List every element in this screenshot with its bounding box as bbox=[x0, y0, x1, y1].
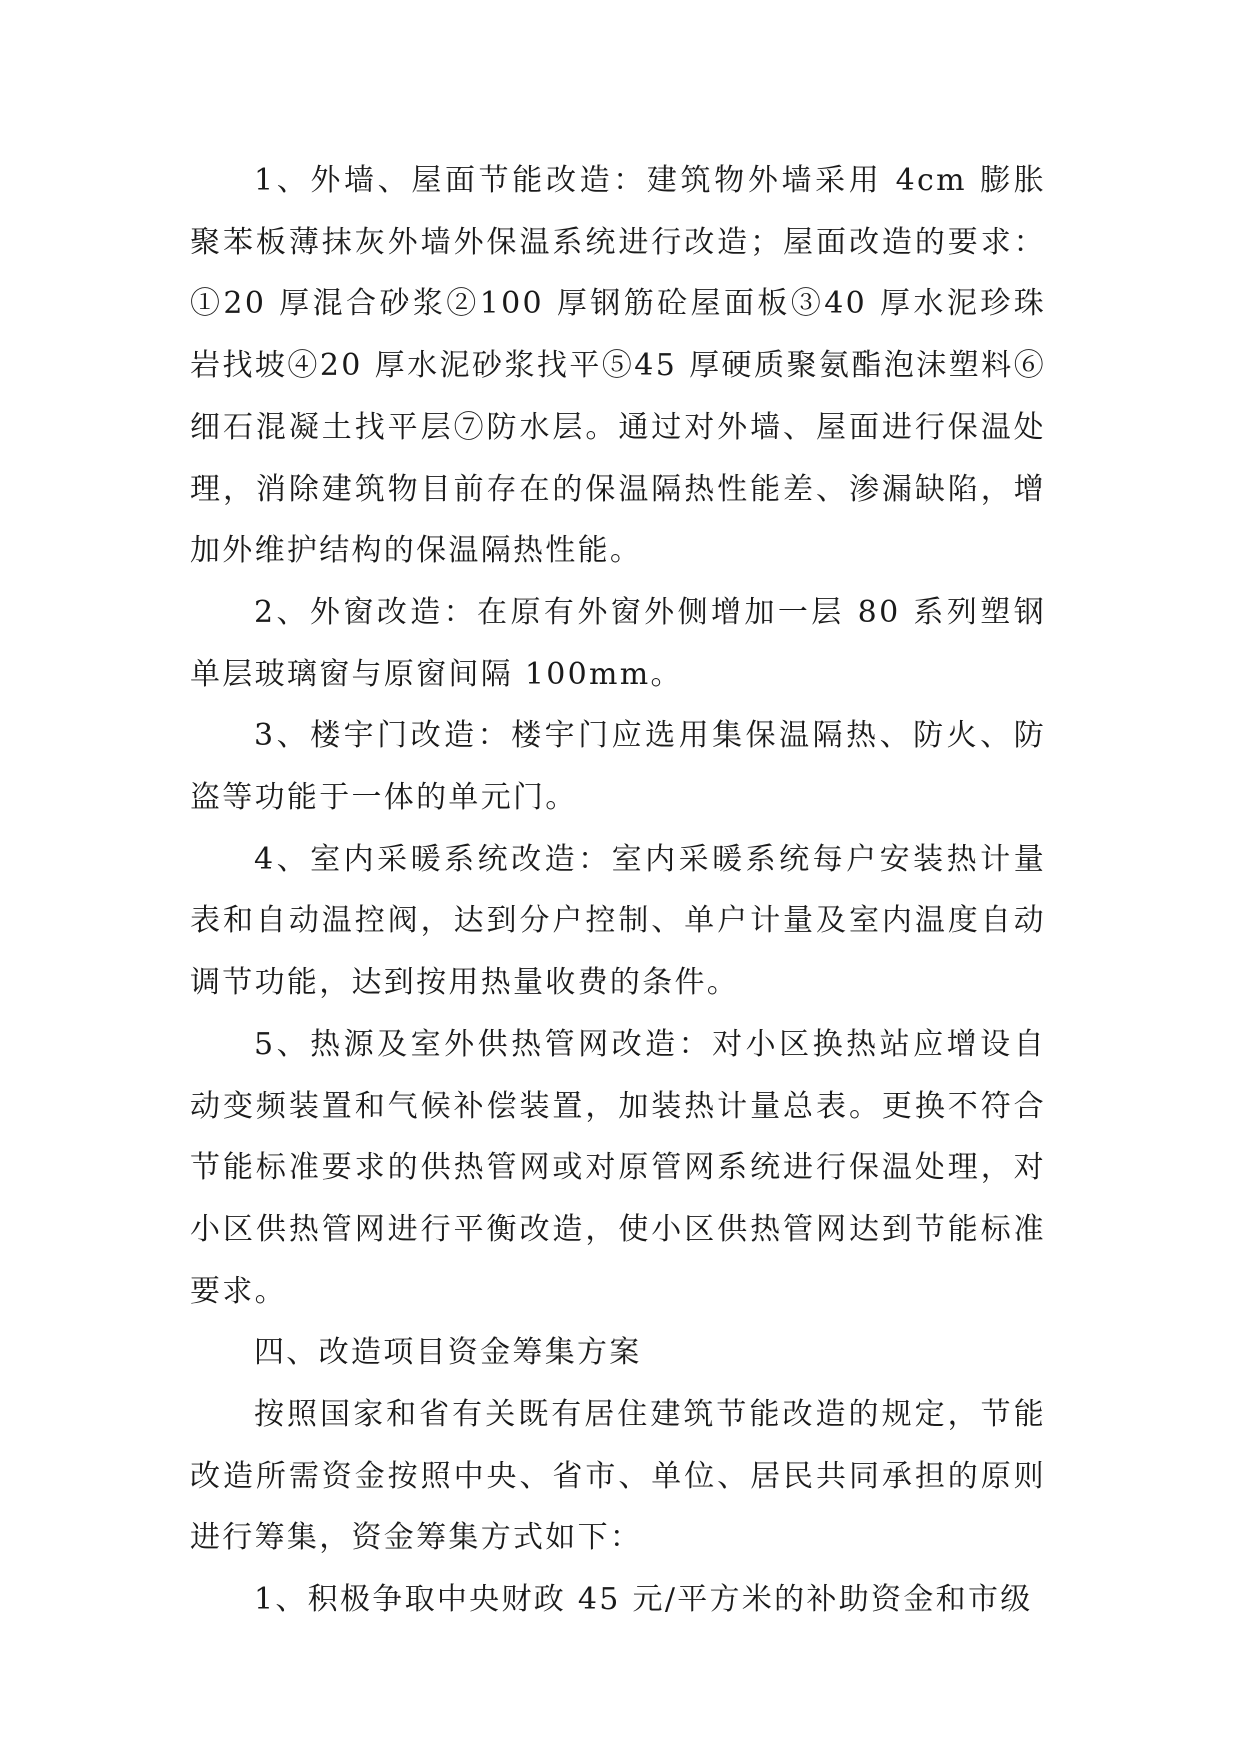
paragraph-building-door-retrofit: 3、楼宇门改造：楼宇门应选用集保温隔热、防火、防盗等功能于一体的单元门。 bbox=[190, 718, 1046, 816]
document-body bbox=[190, 150, 1046, 1631]
section-heading-funding: 四、改造项目资金筹集方案 bbox=[254, 1335, 642, 1371]
paragraph-funding-principles: 按照国家和省有关既有居住建筑节能改造的规定，节能改造所需资金按照中央、省市、单位、居民共同承担的原则进行筹集，资金筹集方式如下： bbox=[190, 1397, 1046, 1556]
paragraph-wall-roof-retrofit: 1、外墙、屋面节能改造：建筑物外墙采用 4cm 膨胀聚苯板薄抹灰外墙外保温系统进行改造；屋面改造的要求：①20 厚混合砂浆②100 厚钢筋砼屋面板③40 厚水泥珍珠岩找坡④20 厚水泥砂浆找平⑤45 厚硬质聚氨酯泡沫塑料⑥细石混凝土找平层⑦防水层。通过对外墙、屋面进行保温处理，消除建筑物目前存在的保温隔热性能差、渗漏缺陷，增加外维护结构的保温隔热性能。 bbox=[190, 163, 1046, 569]
paragraph-indoor-heating-retrofit: 4、室内采暖系统改造：室内采暖系统每户安装热计量表和自动温控阀，达到分户控制、单户计量及室内温度自动调节功能，达到按用热量收费的条件。 bbox=[190, 841, 1046, 1001]
paragraph-heat-source-network-retrofit: 5、热源及室外供热管网改造：对小区换热站应增设自动变频装置和气候补偿装置，加装热计量总表。更换不符合节能标准要求的供热管网或对原管网系统进行保温处理，对小区供热管网进行平衡改造，使小区供热管网达到节能标准要求。 bbox=[190, 1026, 1046, 1309]
paragraph-window-retrofit: 2、外窗改造：在原有外窗外侧增加一层 80 系列塑钢单层玻璃窗与原窗间隔 100mm。 bbox=[190, 594, 1046, 692]
paragraph-funding-item-1: 1、积极争取中央财政 45 元/平方米的补助资金和市级 bbox=[254, 1582, 1033, 1618]
